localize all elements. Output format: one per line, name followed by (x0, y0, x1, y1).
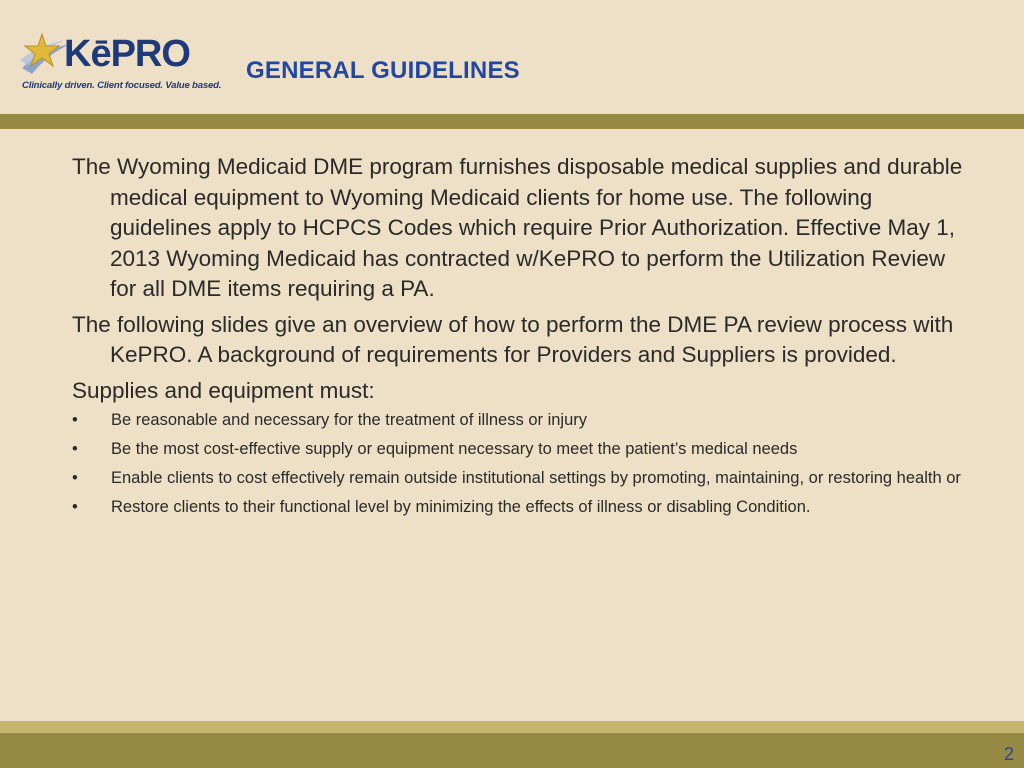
slide-header (0, 0, 1024, 114)
kepro-logo (18, 30, 222, 94)
header-divider-band (0, 114, 1024, 129)
bullet-marker: • (72, 411, 78, 429)
list-item-text: Be reasonable and necessary for the treatment of illness or injury (111, 411, 588, 429)
logo-wordmark: KēPRO (64, 33, 190, 75)
page-number: 2 (1003, 744, 1014, 764)
list-item (72, 467, 972, 489)
footer-band (0, 733, 1024, 768)
paragraph-program-overview: The Wyoming Medicaid DME program furnishes disposable medical supplies and durable medical equipment to Wyoming Medicaid clients for home use. The following guidelines apply to HCPCS Codes which require Prior Authorization. Effective May 1, 2013 Wyoming Medicaid has contracted w/KePRO to perform the Utilization Review for all DME items requiring a PA. (72, 154, 963, 301)
paragraph-slides-overview: The following slides give an overview of how to perform the DME PA review process with KePRO. A background of requirements for Providers and Suppliers is provided. (72, 311, 954, 367)
logo-tagline: Clinically driven. Client focused. Value based. (22, 80, 222, 91)
list-item (72, 409, 972, 431)
bullet-marker: • (72, 469, 78, 487)
list-item (72, 496, 972, 518)
bullet-marker: • (72, 440, 78, 458)
slide-title: GENERAL GUIDELINES (246, 57, 520, 84)
slide-body (72, 152, 972, 525)
list-item (72, 438, 972, 460)
paragraph-requirements-intro: Supplies and equipment must: (72, 377, 375, 403)
requirements-list (72, 409, 972, 518)
list-item-text: Restore clients to their functional level by minimizing the effects of illness or disabling Condition. (111, 498, 811, 516)
list-item-text: Be the most cost-effective supply or equipment necessary to meet the patient’s medical needs (111, 440, 798, 458)
footer-accent-band (0, 721, 1024, 733)
list-item-text: Enable clients to cost effectively remain outside institutional settings by promoting, maintaining, or restoring health or (111, 469, 961, 487)
bullet-marker: • (72, 498, 78, 516)
